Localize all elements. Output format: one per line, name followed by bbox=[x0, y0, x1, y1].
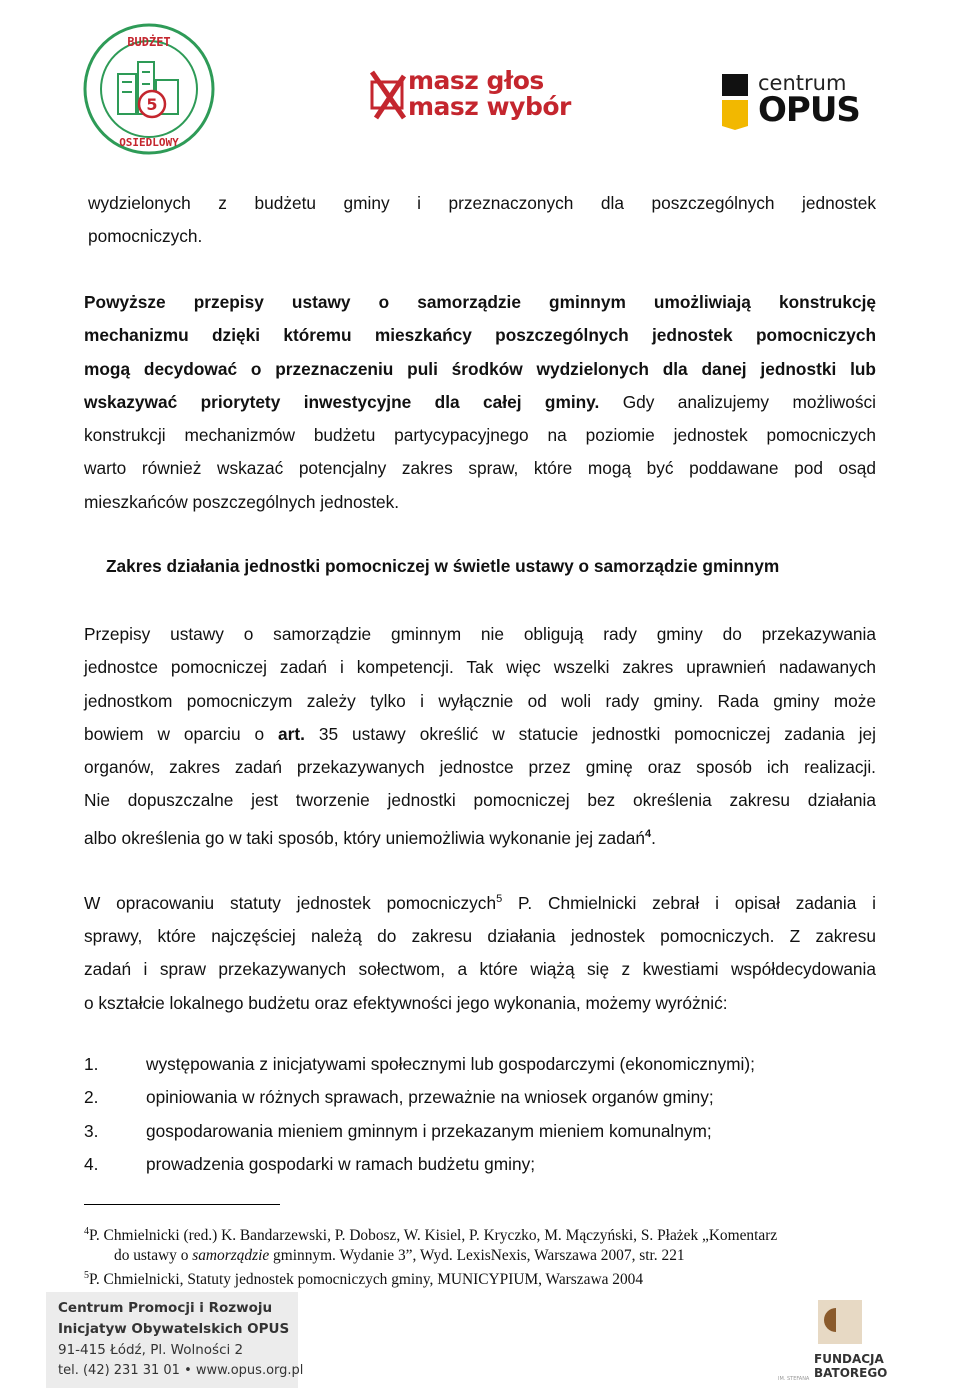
footer-contact: tel. (42) 231 31 01 • www.opus.org.pl bbox=[58, 1363, 304, 1378]
footnote-text: do ustawy o bbox=[114, 1247, 193, 1265]
masz-glos-text bbox=[408, 68, 571, 120]
footnote-italic: samorządzie bbox=[192, 1247, 270, 1265]
footnote-divider bbox=[84, 1204, 280, 1205]
list-text: występowania z inicjatywami społecznymi lub gospodarczymi (ekonomicznymi); bbox=[146, 1054, 755, 1074]
footer-opus-address bbox=[46, 1292, 304, 1388]
normal-fragment: 35 ustawy określić w statucie jednostki pomocniczej zadania jej bbox=[304, 723, 876, 744]
list-text: gospodarowania mieniem gminnym i przekazanym mieniem komunalnym; bbox=[146, 1120, 712, 1141]
text-line: jednostkom pomocniczym zależy tylko i wyłącznie od woli rady gminy. Rada gminy może bbox=[84, 690, 876, 711]
text-line-bold: mogą decydować o przeznaczeniu puli środków wydzielonych dla danej jednostki lub bbox=[84, 358, 876, 379]
batorego-small-text: IM. STEFANA bbox=[778, 1376, 810, 1382]
footer-address: 91-415 Łódź, Pl. Wolności 2 bbox=[58, 1342, 244, 1358]
footnote-4-continued bbox=[84, 1246, 884, 1266]
centrum-opus-logo bbox=[718, 70, 878, 132]
text-line: organów, zakres zadań przekazywanych jednostce przez gminę oraz sposób ich realizacji. bbox=[84, 757, 876, 778]
footnote-number: 5 bbox=[84, 1270, 89, 1282]
text-line-mixed bbox=[84, 386, 876, 419]
text-line-footnoted bbox=[84, 818, 876, 855]
masz-glos-line1: masz głos bbox=[408, 66, 544, 95]
text-line-bold: Powyższe przepisy ustawy o samorządzie gminnym umożliwiają konstrukcję bbox=[84, 292, 876, 312]
opus-mark-icon bbox=[718, 70, 752, 130]
footnote-text: P. Chmielnicki, Statuty jednostek pomocniczych gminy, MUNICYPIUM, Warszawa 2004 bbox=[89, 1271, 644, 1289]
batorego-line1: FUNDACJA bbox=[814, 1352, 884, 1366]
normal-fragment: bowiem w oparciu o bbox=[84, 723, 279, 744]
list-text: prowadzenia gospodarki w ramach budżetu gminy; bbox=[146, 1153, 536, 1174]
footnote-ref: 5 bbox=[496, 893, 503, 905]
normal-fragment: W opracowaniu statuty jednostek pomocniczych bbox=[84, 892, 497, 913]
normal-fragment: . bbox=[651, 827, 656, 848]
text-line: jednostce pomocniczej zadań i kompetencji. Tak więc wszelki zakres uprawnień nadawanych bbox=[84, 657, 876, 678]
text-line-bold: mechanizmu dzięki któremu mieszkańcy poszczególnych jednostek pomocniczych bbox=[84, 325, 876, 346]
fundacja-batorego-logo bbox=[780, 1296, 900, 1388]
footer-org-name-line2: Inicjatyw Obywatelskich OPUS bbox=[58, 1321, 290, 1337]
text-line: zadań i spraw przekazywanych sołectwom, a które wiążą się z kwestiami współdecydowania bbox=[84, 959, 876, 980]
list-number: 4. bbox=[84, 1153, 99, 1174]
text-line: konstrukcji mechanizmów budżetu partycypacyjnego na poziomie jednostek pomocniczych bbox=[84, 425, 876, 446]
text-line: pomocniczych. bbox=[88, 226, 203, 247]
budzet-osiedlowy-logo bbox=[82, 22, 216, 156]
budzet-bottom-text: OSIEDLOWY bbox=[119, 136, 179, 149]
bold-fragment: art. bbox=[278, 723, 305, 744]
normal-fragment: Gdy analizujemy możliwości bbox=[599, 391, 877, 412]
footnote-4 bbox=[84, 1222, 884, 1246]
paragraph-scope bbox=[84, 618, 876, 855]
text-line: o kształcie lokalnego budżetu oraz efektywności jego wykonania, możemy wyróżnić: bbox=[84, 992, 728, 1013]
paragraph-mechanism bbox=[84, 286, 876, 519]
bold-fragment: wskazywać priorytety inwestycyjne dla całej gminy. bbox=[84, 391, 600, 412]
opus-centrum-text: centrum bbox=[758, 71, 847, 95]
footnotes bbox=[84, 1222, 884, 1290]
footnote-ref: 4 bbox=[644, 827, 652, 840]
list-number: 3. bbox=[84, 1120, 99, 1141]
masz-glos-logo bbox=[370, 66, 580, 126]
text-line: Przepisy ustawy o samorządzie gminnym nie obligują rady gminy do przekazywania bbox=[84, 624, 876, 644]
list-number: 1. bbox=[84, 1054, 99, 1074]
footnote-text: P. Chmielnicki (red.) K. Bandarzewski, P. Dobosz, W. Kisiel, P. Kryczko, M. Mączyński, S. Płażek „Komentarz bbox=[89, 1227, 778, 1245]
budzet-top-text: BUDŻET bbox=[127, 35, 171, 49]
footnote-5 bbox=[84, 1266, 884, 1290]
text-line: sprawy, które najczęściej należą do zakresu działania jednostek pomocniczych. Z zakresu bbox=[84, 926, 876, 947]
ballot-x-icon bbox=[370, 70, 406, 122]
text-line: Nie dopuszczalne jest tworzenie jednostki pomocniczej bez określenia zakresu działania bbox=[84, 790, 876, 811]
footnote-number: 4 bbox=[84, 1226, 89, 1237]
text-line: warto również wskazać potencjalny zakres spraw, które mogą być poddawane pod osąd bbox=[84, 458, 876, 479]
budzet-symbol: 5 bbox=[146, 95, 158, 114]
batorego-text bbox=[814, 1352, 887, 1380]
batorego-emblem-icon bbox=[814, 1296, 866, 1348]
normal-fragment: albo określenia go w taki sposób, który uniemożliwia wykonanie jej zadań bbox=[84, 827, 645, 848]
opus-name-text: OPUS bbox=[758, 90, 860, 130]
paragraph-intro bbox=[88, 187, 876, 254]
list-text: opiniowania w różnych sprawach, przeważnie na wniosek organów gminy; bbox=[146, 1087, 714, 1108]
text-line: mieszkańców poszczególnych jednostek. bbox=[84, 491, 400, 512]
normal-fragment: P. Chmielnicki zebrał i opisał zadania i bbox=[502, 892, 876, 913]
footnote-text: gminnym. Wydanie 3”, Wyd. LexisNexis, Warszawa 2007, str. 221 bbox=[269, 1247, 685, 1265]
section-heading: Zakres działania jednostki pomocniczej w świetle ustawy o samorządzie gminnym bbox=[106, 556, 780, 576]
list-number: 2. bbox=[84, 1087, 99, 1108]
text-line-footnoted bbox=[84, 883, 876, 920]
footer-org-name-line1: Centrum Promocji i Rozwoju bbox=[58, 1300, 273, 1316]
paragraph-statutes bbox=[84, 883, 876, 1020]
budzet-logo-graphic bbox=[82, 22, 216, 156]
batorego-line2: BATOREGO bbox=[814, 1366, 888, 1380]
masz-glos-line2: masz wybór bbox=[408, 92, 571, 121]
text-line-mixed bbox=[84, 718, 876, 751]
text-line: wydzielonych z budżetu gminy i przeznaczonych dla poszczególnych jednostek bbox=[88, 193, 876, 213]
